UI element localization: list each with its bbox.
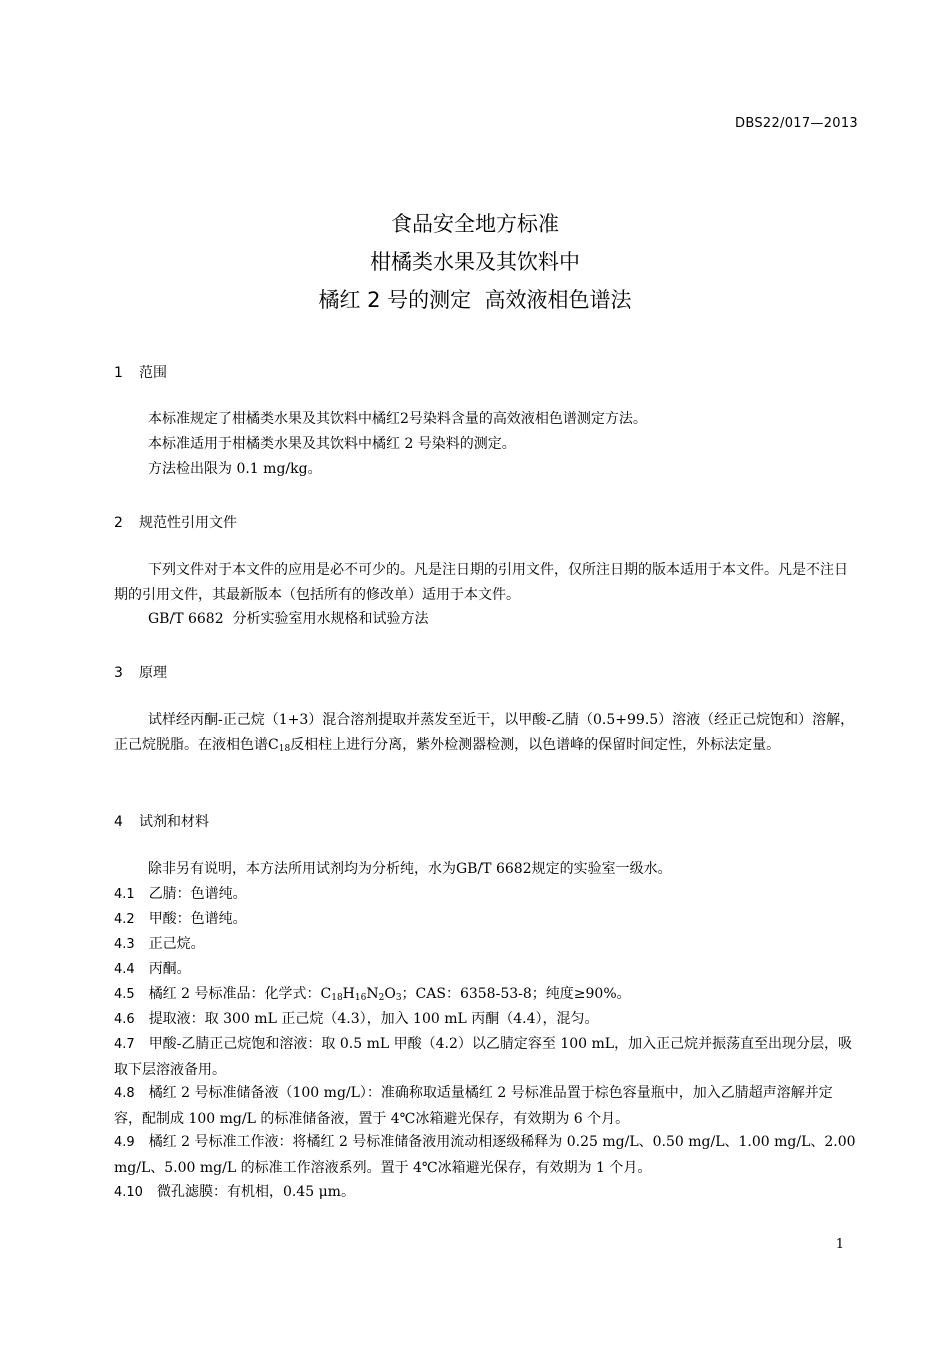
- list-item: [114, 1180, 860, 1206]
- section-1-heading: [114, 362, 167, 382]
- section-number: 1: [114, 365, 123, 381]
- document-title: [0, 205, 950, 319]
- list-item: [114, 982, 860, 1008]
- item-text: 橘红 2 号标准工作液：将橘红 2 号标准储备液用流动相逐级稀释为 0.25 mg/L、0.50 mg/L、1.00 mg/L、2.00 mg/L、5.00 mg/L 的标准工作溶液系列。置于 4℃冰箱避光保存，有效期为 1 个月。: [114, 1134, 856, 1176]
- text-run: H: [342, 986, 355, 1002]
- document-code: DBS22/017—2013: [735, 116, 858, 131]
- page-number: 1: [835, 1237, 844, 1252]
- item-number: 4.10: [114, 1185, 143, 1200]
- item-text: 甲酸：色谱纯。: [148, 911, 247, 927]
- paragraph: 本标准规定了柑橘类水果及其饮料中橘红2号染料含量的高效液相色谱测定方法。: [148, 411, 647, 427]
- section-number: 3: [114, 665, 123, 681]
- section-title: 试剂和材料: [139, 814, 209, 830]
- text-run: 反相柱上进行分离，紫外检测器检测，以色谱峰的保留时间定性，外标法定量。: [290, 736, 781, 753]
- title-line-2: 柑橘类水果及其饮料中: [370, 250, 580, 274]
- item-number: 4.7: [114, 1037, 135, 1052]
- list-item: [114, 1032, 860, 1082]
- text-run: N: [366, 986, 379, 1002]
- subscript: 3: [395, 993, 402, 1003]
- section-number: 4: [114, 814, 123, 830]
- item-number: 4.5: [114, 987, 135, 1002]
- paragraph: 下列文件对于本文件的应用是必不可少的。凡是注日期的引用文件，仅所注日期的版本适用于本文件。凡是不注日期的引用文件，其最新版本（包括所有的修改单）适用于本文件。: [114, 562, 848, 603]
- text-run: 试样经丙酮-正己烷（1+3）混合溶剂提取并蒸发至近干，以甲酸-乙腈（0.5+99.5）溶液（经正己烷饱和）溶解，正己烷脱脂。在液相色谱C: [114, 712, 855, 753]
- list-item: [114, 932, 860, 958]
- list-item: [114, 957, 860, 983]
- text-run: ；CAS：6358-53-8；纯度≥90%。: [401, 986, 631, 1002]
- paragraph: 本标准适用于柑橘类水果及其饮料中橘红 2 号染料的测定。: [148, 436, 516, 452]
- item-number: 4.2: [114, 912, 135, 927]
- item-text: 提取液：取 300 mL 正己烷（4.3），加入 100 mL 丙酮（4.4），混匀。: [148, 1011, 599, 1027]
- subscript: 16: [354, 993, 367, 1003]
- text-run: 橘红 2 号标准品：化学式：C: [148, 986, 332, 1002]
- section-title: 规范性引用文件: [139, 515, 237, 531]
- item-text: 微孔滤膜：有机相，0.45 μm。: [156, 1184, 355, 1200]
- text-run: O: [384, 986, 396, 1002]
- item-number: 4.8: [114, 1086, 135, 1101]
- list-item: [114, 907, 860, 933]
- paragraph: 方法检出限为 0.1 mg/kg。: [148, 461, 322, 477]
- list-item: [114, 1007, 860, 1033]
- subscript: 18: [278, 743, 291, 754]
- item-number: 4.4: [114, 962, 135, 977]
- item-number: 4.9: [114, 1135, 135, 1150]
- section-title: 范围: [139, 365, 167, 381]
- section-3-heading: [114, 662, 167, 682]
- item-number: 4.6: [114, 1012, 135, 1027]
- subscript: 2: [378, 993, 385, 1003]
- item-text: 橘红 2 号标准储备液（100 mg/L）：准确称取适量橘红 2 号标准品置于棕色容量瓶中，加入乙腈超声溶解并定容，配制成 100 mg/L 的标准储备液，置于 4℃冰箱避光保存，有效期为 6 个月。: [114, 1085, 833, 1127]
- item-text: 乙腈：色谱纯。: [148, 886, 247, 902]
- section-4-heading: [114, 811, 209, 831]
- item-text: 正己烷。: [148, 936, 205, 952]
- subscript: 18: [331, 993, 343, 1003]
- item-number: 4.1: [114, 887, 135, 902]
- item-number: 4.3: [114, 937, 135, 952]
- title-line-3: 橘红 2 号的测定 高效液相色谱法: [318, 288, 632, 312]
- section-2-heading: [114, 512, 237, 532]
- section-title: 原理: [139, 665, 167, 681]
- paragraph: [114, 708, 860, 757]
- reference-item: GB/T 6682 分析实验室用水规格和试验方法: [148, 611, 429, 627]
- list-item: [114, 1130, 860, 1180]
- item-text: 丙酮。: [148, 961, 191, 977]
- list-item: [114, 1081, 860, 1131]
- item-text: 甲酸-乙腈正己烷饱和溶液：取 0.5 mL 甲酸（4.2）以乙腈定容至 100 mL，加入正己烷并振荡直至出现分层，吸取下层溶液备用。: [114, 1036, 853, 1078]
- title-line-1: 食品安全地方标准: [391, 212, 559, 236]
- list-item: [114, 882, 860, 908]
- paragraph: 除非另有说明，本方法所用试剂均为分析纯，水为GB/T 6682规定的实验室一级水。: [148, 861, 672, 877]
- section-number: 2: [114, 515, 123, 531]
